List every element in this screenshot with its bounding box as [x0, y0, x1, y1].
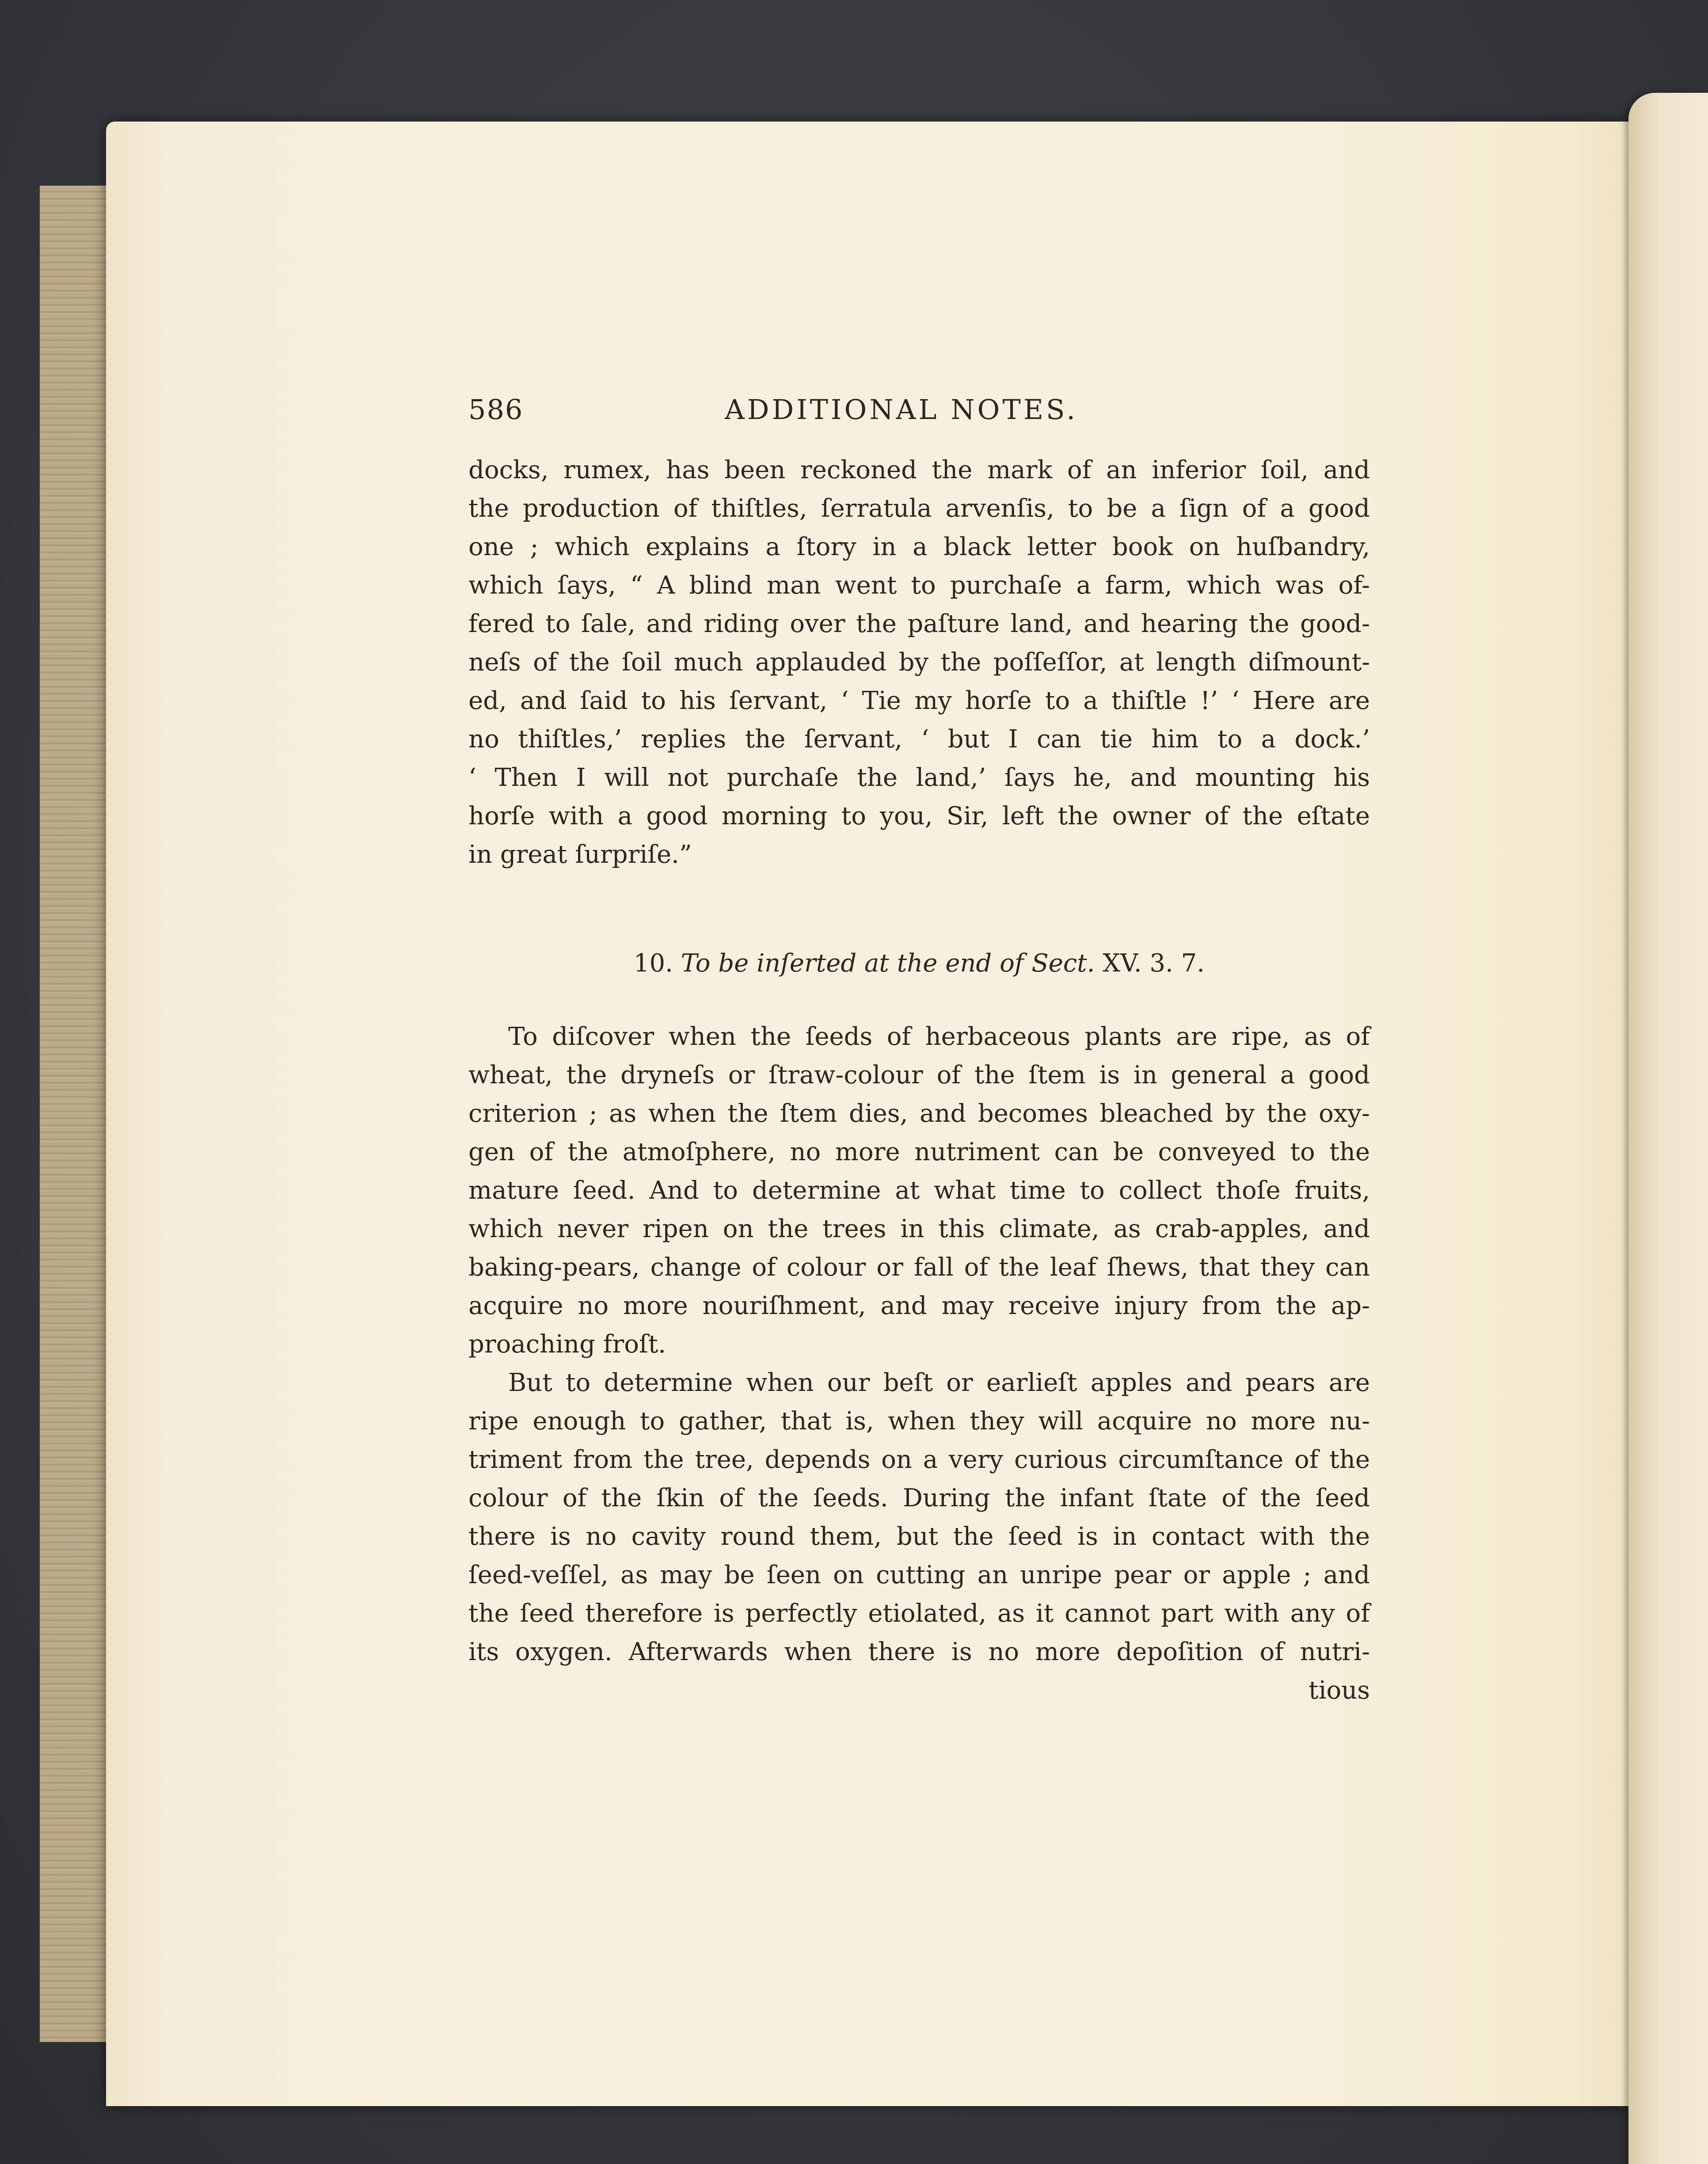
text-line: colour of the ſkin of the ſeeds. During the infant ſtate of the ſeed	[468, 1484, 1370, 1513]
paragraph-3	[468, 1364, 1370, 1671]
text-line: fered to ſale, and riding over the paſture land, and hearing the good-	[468, 610, 1370, 638]
section-heading-italic: To be inſerted at the end of Sect.	[681, 949, 1095, 978]
text-line: which ſays, “ A blind man went to purchaſe a farm, which was of-	[468, 571, 1370, 600]
text-line: ed, and ſaid to his ſervant, ‘ Tie my horſe to a thiſtle !’ ‘ Here are	[468, 686, 1370, 715]
text-line: there is no cavity round them, but the ſeed is in contact with the	[468, 1522, 1370, 1551]
catchword: tious	[1309, 1676, 1370, 1705]
text-line: the production of thiſtles, ſerratula arvenſis, to be a ſign of a good	[468, 494, 1370, 523]
text-line: proaching froſt.	[468, 1330, 666, 1359]
text-line: criterion ; as when the ſtem dies, and becomes bleached by the oxy-	[468, 1099, 1370, 1128]
text-block	[468, 385, 1370, 1710]
text-line: ſeed-veſſel, as may be ſeen on cutting an unripe pear or apple ; and	[468, 1561, 1370, 1589]
text-line: triment from the tree, depends on a very curious circumſtance of the	[468, 1445, 1370, 1474]
running-title: ADDITIONAL NOTES.	[725, 393, 1078, 426]
text-line: ripe enough to gather, that is, when they will acquire no more nu-	[468, 1407, 1370, 1436]
text-line: horſe with a good morning to you, Sir, left the owner of the eſtate	[468, 802, 1370, 831]
text-line: neſs of the ſoil much applauded by the poſſeſſor, at length diſmount-	[468, 648, 1370, 677]
text-line: To diſcover when the ſeeds of herbaceous plants are ripe, as of	[508, 1022, 1370, 1051]
text-line: mature ſeed. And to determine at what time to collect thoſe fruits,	[468, 1176, 1370, 1205]
page-number: 586	[468, 393, 524, 426]
text-line: in great ſurpriſe.”	[468, 840, 692, 869]
paragraph-2	[468, 1017, 1370, 1364]
running-head	[468, 385, 1370, 451]
text-line: gen of the atmoſphere, no more nutriment can be conveyed to the	[468, 1138, 1370, 1166]
page-fore-edge	[40, 186, 115, 2042]
text-line: acquire no more nouriſhment, and may receive injury from the ap-	[468, 1292, 1370, 1320]
facing-page-edge	[1628, 93, 1708, 2164]
text-line: which never ripen on the trees in this climate, as crab-apples, and	[468, 1215, 1370, 1243]
text-line: docks, rumex, has been reckoned the mark of an inferior ſoil, and	[468, 456, 1370, 484]
text-line: no thiſtles,’ replies the ſervant, ‘ but I can tie him to a dock.’	[468, 725, 1370, 754]
paragraph-1	[468, 451, 1370, 874]
text-line: one ; which explains a ſtory in a black letter book on huſbandry,	[468, 533, 1370, 561]
text-line: its oxygen. Afterwards when there is no more depoſition of nutri-	[468, 1638, 1370, 1666]
section-number: 10.	[633, 949, 673, 978]
text-line: wheat, the dryneſs or ſtraw-colour of the ſtem is in general a good	[468, 1061, 1370, 1090]
section-heading	[468, 949, 1370, 978]
text-line: But to determine when our beſt or earlieſt apples and pears are	[508, 1368, 1370, 1397]
text-line: baking-pears, change of colour or fall of the leaf ſhews, that they can	[468, 1253, 1370, 1282]
text-line: the ſeed therefore is perfectly etiolated, as it cannot part with any of	[468, 1599, 1370, 1628]
text-line: ‘ Then I will not purchaſe the land,’ ſays he, and mounting his	[468, 763, 1370, 792]
section-reference: XV. 3. 7.	[1103, 949, 1205, 978]
